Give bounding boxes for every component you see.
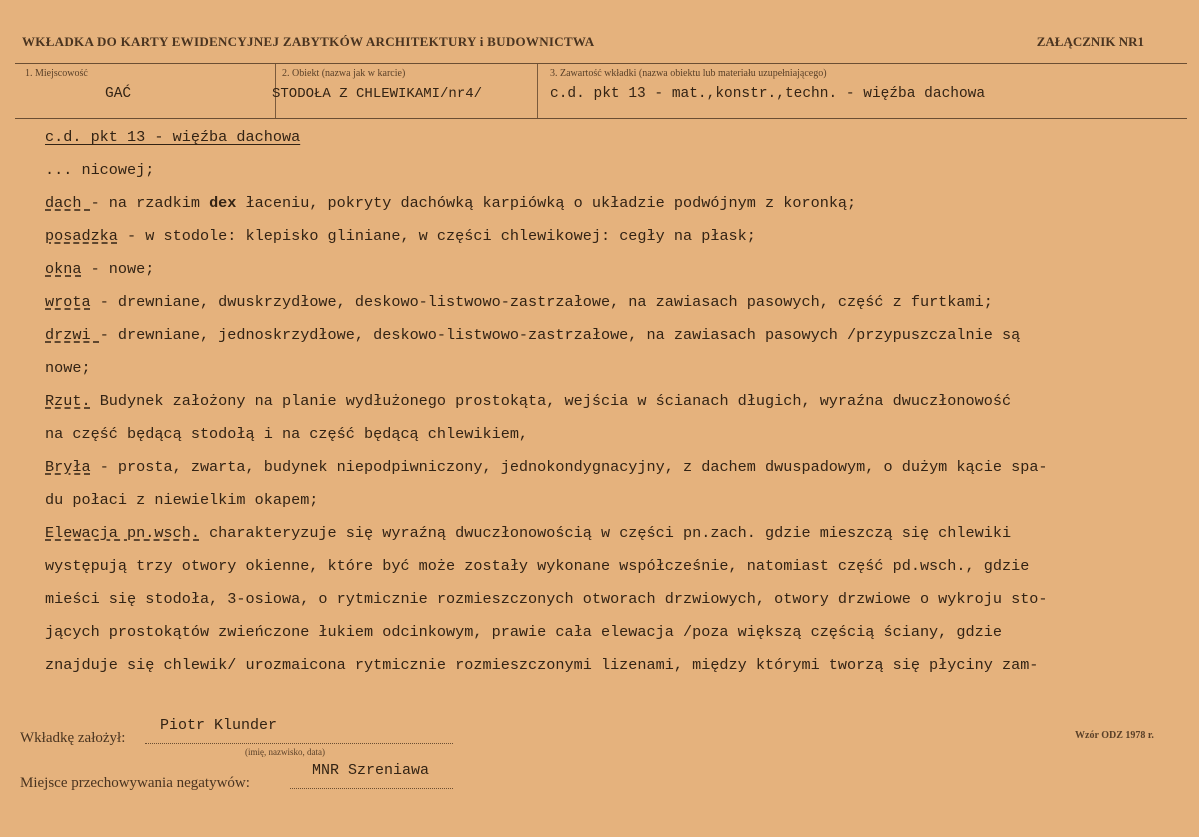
body-line: mieści się stodoła, 3-osiowa, o rytmicznie rozmieszczonych otworach drzwiowych, otwory drzwiowe o wykroju sto- (45, 590, 1048, 608)
line-text: - prosta, zwarta, budynek niepodpiwniczony, jednokondygnacyjny, z dachem dwuspadowym, o dużym kącie spa- (90, 458, 1048, 476)
term-doors: drzwi (45, 326, 100, 344)
body-line (45, 390, 1175, 413)
field-divider-2 (537, 64, 538, 118)
body-line: ... nicowej; (45, 161, 155, 179)
body-line (45, 225, 1175, 248)
contents-label: 3. Zawartość wkładki (nazwa obiektu lub materiału uzupełniającego) (550, 68, 827, 79)
body-line (45, 192, 1175, 215)
body-line: nowe; (45, 359, 91, 377)
body-line: na część będącą stodołą i na część będącą chlewikiem, (45, 425, 529, 443)
term-massing: Bryła (45, 458, 91, 476)
term-floor: posadzka (45, 227, 118, 245)
object-label: 2. Obiekt (nazwa jak w karcie) (282, 68, 406, 79)
body-line: jących prostokątów zwieńczone łukiem odcinkowym, prawie cała elewacja /poza większą częścią ściany, gdzie (45, 623, 1002, 641)
line-text: - na rzadkim (90, 194, 210, 212)
body-line (45, 456, 1175, 479)
card-title: WKŁADKA DO KARTY EWIDENCYJNEJ ZABYTKÓW ARCHITEKTURY i BUDOWNICTWA (22, 34, 595, 49)
term-plan: Rzut. (45, 392, 91, 410)
header-rule (15, 63, 1187, 64)
contents-value: c.d. pkt 13 - mat.,konstr.,techn. - więźba dachowa (550, 86, 986, 102)
line-text: - drewniane, dwuskrzydłowe, deskowo-listwowo-zastrzałowe, na zawiasach pasowych, część z furtkami; (90, 293, 993, 311)
prepared-label: Wkładkę założył: (20, 730, 126, 746)
struck-text: dex (209, 194, 237, 212)
negatives-value: MNR Szreniawa (312, 762, 430, 779)
object-value: STODOŁA Z CHLEWIKAMI/nr4/ (272, 86, 483, 102)
annex-number: 1 (1137, 34, 1144, 49)
body-line (45, 522, 1175, 545)
body-line: du połaci z niewielkim okapem; (45, 491, 319, 509)
term-elevation: Elewacja pn.wsch. (45, 524, 200, 542)
prepared-value: Piotr Klunder (160, 717, 278, 734)
body-line: występują trzy otwory okienne, które być może zostały wykonane współcześnie, natomiast część pd.wsch., gdzie (45, 557, 1030, 575)
body-line (45, 291, 1175, 314)
negatives-label: Miejsce przechowywania negatywów: (20, 775, 250, 791)
term-windows: okna (45, 260, 82, 278)
body-line: znajduje się chlewik/ urozmaicona rytmicznie rozmieszczonymi lizenami, między którymi tworzą się płyciny zam- (45, 656, 1039, 674)
negatives-dotted-line (290, 788, 453, 789)
annex-text: ZAŁĄCZNIK NR (1036, 34, 1138, 49)
form-pattern: Wzór ODZ 1978 r. (1075, 730, 1154, 741)
prepared-hint: (imię, nazwisko, data) (245, 747, 325, 757)
line-text: łaceniu, pokryty dachówką karpiówką o układzie podwójnym z koronką; (236, 194, 857, 212)
place-value: GAĆ (105, 86, 132, 102)
section-heading: c.d. pkt 13 - więźba dachowa (45, 128, 301, 146)
body-text (45, 126, 1175, 677)
body-line (45, 324, 1175, 347)
line-text: - w stodole: klepisko gliniane, w części chlewikowej: cegły na płask; (117, 227, 756, 245)
line-text: charakteryzuje się wyraźną dwuczłonowością w części pn.zach. gdzie mieszczą się chlewiki (199, 524, 1012, 542)
annex-label (1037, 34, 1144, 50)
body-line (45, 258, 1175, 281)
place-label: 1. Miejscowość (25, 68, 88, 79)
term-roof: dach (45, 194, 91, 212)
line-text: - drewniane, jednoskrzydłowe, deskowo-listwowo-zastrzałowe, na zawiasach pasowych /przypuszczalnie są (99, 326, 1021, 344)
fields-rule (15, 118, 1187, 119)
term-gates: wrota (45, 293, 91, 311)
prepared-dotted-line (145, 743, 453, 744)
line-text: - nowe; (81, 260, 155, 278)
line-text: Budynek założony na planie wydłużonego prostokąta, wejścia w ścianach długich, wyraźna dwuczłonowość (90, 392, 1012, 410)
